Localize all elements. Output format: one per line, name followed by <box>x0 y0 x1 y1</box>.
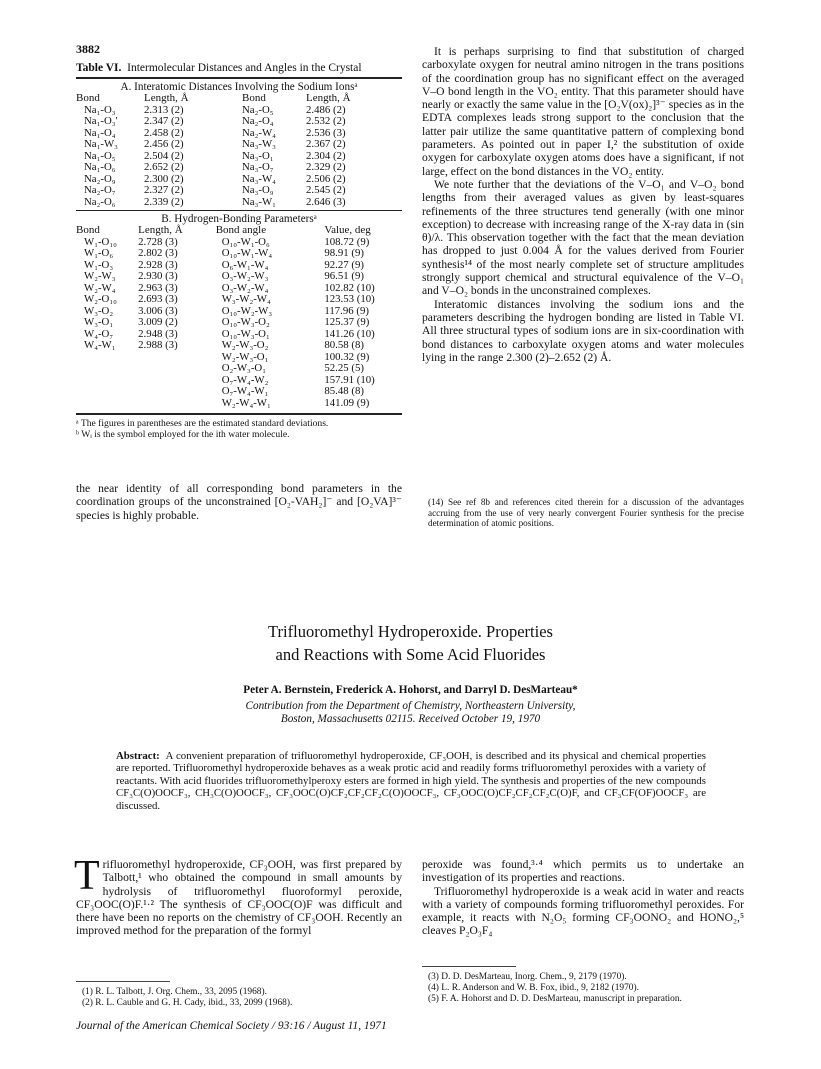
right-column <box>422 45 744 364</box>
section-b-cell: 141.09 (9) <box>324 396 370 409</box>
table-note-a: ᵃ The figures in parentheses are the estimated standard deviations. <box>76 418 329 429</box>
section-b-cell <box>138 386 216 398</box>
section-b-cell: O₂-W₃-O₁ <box>221 362 266 374</box>
section-a-cell: Na₂-O₉ <box>84 172 116 185</box>
section-b-cell: 85.48 (8) <box>324 385 364 397</box>
section-b-cell: W₁-O₁₀ <box>84 235 117 248</box>
section-b-cell: W₂-W₄ <box>84 281 116 294</box>
abstract-label: Abstract: <box>116 750 160 762</box>
references-rule-right <box>422 966 516 967</box>
section-b-cell: 3.009 (2) <box>138 316 178 328</box>
right-paragraph-3: Interatomic distances involving the sodium ions and the parameters describing the hydrogen bonding are listed in Table VI. All three structural types of sodium ions are in six-coordination with bond distances to carboxylate oxygen atoms and water molecules lying in the range 2.300 (2)–2.652 (2) Å. <box>422 297 744 364</box>
section-b-row <box>76 386 402 398</box>
section-b-cell: 3.006 (3) <box>138 304 178 317</box>
section-b-row <box>76 294 402 306</box>
journal-footer: Journal of the American Chemical Society / 93:16 / August 11, 1971 <box>76 1020 387 1032</box>
table-bottom-rule <box>76 413 402 415</box>
section-b-cell: 141.26 (10) <box>324 327 375 340</box>
table-caption <box>76 62 402 75</box>
section-a-cell: Na₃-O₁ <box>242 149 274 162</box>
section-b-cell: W₂-W₄-W₁ <box>221 396 271 409</box>
section-b-row <box>76 248 402 260</box>
section-a-row <box>76 162 402 174</box>
section-a-header-0: Bond <box>76 92 100 104</box>
section-a-row <box>76 185 402 197</box>
section-b-cell: 2.693 (3) <box>138 293 178 305</box>
section-a-cell: 2.313 (2) <box>144 103 184 116</box>
page-number: 3882 <box>76 42 100 56</box>
section-b-row <box>76 317 402 329</box>
section-b-cell: O₁₀-W₁-W₄ <box>221 247 273 259</box>
table-note-b: ᵇ Wᵢ is the symbol employed for the ith water molecule. <box>76 429 290 440</box>
body-left-column <box>74 853 402 938</box>
section-b-table <box>76 225 402 409</box>
reference-2: (2) R. L. Cauble and G. H. Cady, ibid., 33, 2099 (1968). <box>82 998 293 1008</box>
section-b-cell: 2.963 (3) <box>138 281 178 294</box>
section-b-cell: W₁-O₃ <box>84 258 114 271</box>
section-b-header-0: Bond <box>76 224 100 236</box>
footnote-14: (14) See ref 8b and references cited therein for a discussion of the advantages accruing from the use of very nearly convergent Fourier synthesis for the precise determination of atomic positions. <box>428 497 744 528</box>
references-rule-left <box>76 981 170 982</box>
affiliation-line-2: Boston, Massachusetts 02115. Received October 19, 1970 <box>280 713 541 725</box>
references-right <box>428 972 744 1005</box>
article-title <box>0 620 821 666</box>
section-b-cell: 2.802 (3) <box>138 247 178 259</box>
reference-4: (4) L. R. Anderson and W. B. Fox, ibid., 9, 2182 (1970). <box>428 983 639 993</box>
table-notes <box>76 418 402 440</box>
section-a-cell: Na₃-O₉ <box>242 184 274 196</box>
affiliation-line-1: Contribution from the Department of Chemistry, Northeastern University, <box>245 700 576 712</box>
section-a-cell: Na₁-O₄ <box>84 126 116 139</box>
section-b-cell: W₄-O₇ <box>84 327 114 340</box>
section-a-cell: Na₁-O₅ <box>84 149 116 162</box>
section-b-cell: W₃-W₂-W₄ <box>221 293 271 305</box>
section-a-row <box>76 105 402 117</box>
table-vi <box>76 62 402 440</box>
section-b-cell <box>76 398 138 410</box>
section-b-cell <box>138 398 216 410</box>
article-title-line-1: Trifluoromethyl Hydroperoxide. Properties <box>268 622 553 641</box>
article-affiliation <box>0 700 821 726</box>
section-b-header-2: Bond angle <box>215 224 267 236</box>
section-a-cell: 2.367 (2) <box>306 138 346 150</box>
section-b-cell: 2.928 (3) <box>138 258 178 271</box>
section-a-cell: 2.339 (2) <box>144 195 184 208</box>
section-b-cell: 2.930 (3) <box>138 270 178 282</box>
section-a-cell: Na₂-W₄ <box>242 126 276 139</box>
section-b-cell: 157.91 (10) <box>324 373 375 386</box>
section-a-row <box>76 151 402 163</box>
section-a-row <box>76 139 402 151</box>
section-b-cell: O₃-W₂-W₃ <box>221 270 269 282</box>
article-authors: Peter A. Bernstein, Frederick A. Hohorst, and Darryl D. DesMarteau* <box>243 684 578 696</box>
section-b-cell: W₁-O₆ <box>84 247 114 259</box>
section-b-cell <box>138 375 216 387</box>
body-left-text: rifluoromethyl hydroperoxide, CF₃OOH, was first prepared by Talbott,¹ who obtained the compound in small amounts by hydrolysis of trifluoromethyl fluoroformyl peroxide, CF₃OOC(O)F.¹·² The synthesis of CF₃OOC(O)F was difficult and there have been no reports on the chemistry of CF₃OOH. Recently an improved method for the preparation of the formyl <box>76 858 402 938</box>
section-b-header-1: Length, Å <box>138 224 183 236</box>
section-a-cell: 2.536 (3) <box>306 126 346 139</box>
section-a-row <box>76 197 402 209</box>
section-b-cell <box>76 386 138 398</box>
section-b-cell: O₁₀-W₃-O₁ <box>221 327 270 340</box>
body-right-column <box>422 858 744 938</box>
article-title-line-2: and Reactions with Some Acid Fluorides <box>275 645 546 664</box>
section-b-cell: 100.32 (9) <box>324 350 370 363</box>
section-b-cell: 123.53 (10) <box>324 293 375 305</box>
section-b-cell: 92.27 (9) <box>324 258 364 271</box>
section-b-header-3: Value, deg <box>324 224 371 236</box>
section-a-table <box>76 93 402 208</box>
section-b-cell: O₃-W₂-W₄ <box>221 281 269 294</box>
section-b-cell: W₂-O₁₀ <box>84 293 117 305</box>
section-b-cell: W₂-W₃-O₂ <box>221 339 269 351</box>
right-paragraph-1: It is perhaps surprising to find that substitution of charged carboxylate oxygen for neutral amino nitrogen in the trans positions of the coordination group has no significant effect on the averaged V–O bond length in the VO₂ entity. That this parameter should have nearly or exactly the same value in the [O₂V(ox)₂]³⁻ species as in the EDTA complexes leads strong support to the conclusion that the latter pair utilize the same quantitative pattern of complexing bond parameters. As pointed out in paper I,² the substitution of oxide oxygen for carboxylate oxygen atoms does have a significant, if not large, effect on the bond distances in the VO₂ entity. <box>422 45 744 178</box>
section-a-cell: 2.300 (2) <box>144 172 184 185</box>
section-b-cell: W₃-O₂ <box>84 304 114 317</box>
section-b-cell: 2.948 (3) <box>138 327 178 340</box>
section-a-cell: 2.506 (2) <box>306 172 346 185</box>
section-b-cell: 98.91 (9) <box>324 247 364 259</box>
section-a-rule <box>76 210 402 211</box>
section-b-cell: W₄-W₁ <box>84 339 116 351</box>
section-a-cell: 2.545 (2) <box>306 184 346 196</box>
section-a-cell: 2.646 (3) <box>306 195 346 208</box>
section-a-cell: Na₃-W₁ <box>242 195 276 208</box>
section-a-cell: 2.329 (2) <box>306 161 346 173</box>
section-b-row <box>76 271 402 283</box>
section-b-cell: W₂-W₃-O₁ <box>221 350 269 363</box>
body-right-paragraph-2: Trifluoromethyl hydroperoxide is a weak acid in water and reacts with a variety of compounds forming trifluoromethyl peroxides. For example, it reacts with N₂O₅ forming CF₃OONO₂ and HONO₂,⁵ cleaves P₂O₃F₄ <box>422 884 744 938</box>
section-a-cell: 2.652 (2) <box>144 161 184 173</box>
section-b-cell: 96.51 (9) <box>324 270 364 282</box>
section-a-cell: 2.304 (2) <box>306 149 346 162</box>
section-b-cell: 117.96 (9) <box>324 304 369 317</box>
reference-5: (5) F. A. Hohorst and D. D. DesMarteau, manuscript in preparation. <box>428 994 682 1004</box>
section-b-cell: 108.72 (9) <box>324 235 370 248</box>
section-b-cell <box>76 363 138 375</box>
section-b-cell: 2.988 (3) <box>138 339 178 351</box>
section-a-cell: 2.458 (2) <box>144 126 184 139</box>
section-a-cell: 2.327 (2) <box>144 184 184 196</box>
section-a-cell: Na₂-O₄ <box>242 115 274 127</box>
abstract-text: A convenient preparation of trifluoromethyl hydroperoxide, CF₃OOH, is described and its physical and chemical properties are reported. Trifluoromethyl hydroperoxide behaves as a weak protic acid and readily forms trifluoromethyl peroxides with a variety of reactants. With acid fluorides trifluoromethylperoxy esters are formed in high yield. The synthesis and properties of the new compounds CF₃C(O)OOCF₃, CH₃C(O)OOCF₃, CF₃OOC(O)CF₂CF₂CF₂C(O)OOCF₃, CF₃OOC(O)CF₂CF₂CF₂C(O)F, and CF₃CF(OF)OOCF₃ are discussed. <box>116 750 706 812</box>
section-a-cell: Na₃-W₃ <box>242 138 276 150</box>
section-b-cell <box>138 363 216 375</box>
section-b-cell: 102.82 (10) <box>324 281 375 294</box>
section-a-cell: Na₁-O₃' <box>84 115 118 127</box>
section-b-cell <box>76 375 138 387</box>
section-a-row <box>76 128 402 140</box>
reference-3: (3) D. D. DesMarteau, Inorg. Chem., 9, 2179 (1970). <box>428 972 627 982</box>
table-caption-text: Intermolecular Distances and Angles in the Crystal <box>127 62 362 74</box>
section-b-cell: 2.728 (3) <box>138 235 178 248</box>
section-a-header-1: Length, Å <box>144 92 189 104</box>
section-b-row <box>76 363 402 375</box>
section-a-title: A. Interatomic Distances Involving the Sodium Ionsᵃ <box>120 81 358 93</box>
section-a-cell: Na₁-O₃ <box>84 103 116 116</box>
table-caption-label: Table VI. <box>76 62 122 74</box>
section-a-header-3: Length, Å <box>306 92 351 104</box>
section-a-row <box>76 174 402 186</box>
right-paragraph-2: We note further that the deviations of the V–O₁ and V–O₂ bond lengths from their averaged values as given by least-squares refinements of the three structures tend generally (with one minor exception) to decrease with increasing range of the X-ray data in (sin θ)/λ. This observation together with the fact that the mean deviation has dropped to just 0.004 Å for the values derived from Fourier synthesis¹⁴ of the most nearly complete set of structure amplitudes strongly support chemical and structural equivalence of the V–O₁ and V–O₂ bonds in the unconstrained complexes. <box>422 177 744 298</box>
section-a-cell: 2.486 (2) <box>306 103 346 116</box>
references-left <box>82 987 402 1009</box>
abstract <box>116 750 706 812</box>
section-b-row <box>76 340 402 352</box>
section-a-cell: Na₁-W₃ <box>84 138 118 150</box>
left-column-text: the near identity of all corresponding bond parameters in the coordination groups of the unconstrained [O₂-VAH₂]⁻ and [O₂VA]³⁻ species is highly probable. <box>76 482 402 522</box>
section-a-cell: 2.347 (2) <box>144 115 184 127</box>
section-b-cell <box>76 352 138 364</box>
section-b-cell: O₇-W₄-W₂ <box>221 373 269 386</box>
table-top-rule <box>76 77 402 79</box>
section-a-cell: Na₃-W₄ <box>242 172 276 185</box>
drop-cap: T <box>74 853 100 899</box>
section-a-row <box>76 116 402 128</box>
reference-1: (1) R. L. Talbott, J. Org. Chem., 33, 2095 (1968). <box>82 987 267 997</box>
section-a-cell: 2.532 (2) <box>306 115 346 127</box>
section-a-cell: Na₃-O₇ <box>242 161 274 173</box>
section-b-cell: O₁₀-W₃-O₂ <box>221 316 270 328</box>
section-a-cell: Na₂-O₆ <box>84 195 116 208</box>
section-b-cell: 52.25 (5) <box>324 362 364 374</box>
section-b-cell: 80.58 (8) <box>324 339 364 351</box>
section-a-cell: 2.504 (2) <box>144 149 184 162</box>
section-b-cell: O₁₀-W₁-O₆ <box>221 235 270 248</box>
section-b-cell: O₇-W₄-W₁ <box>221 385 269 397</box>
section-a-cell: 2.456 (2) <box>144 138 184 150</box>
section-a-cell: Na₂-O₅ <box>242 103 274 116</box>
section-b-cell: 125.37 (9) <box>324 316 370 328</box>
section-a-cell: Na₂-O₇ <box>84 184 116 196</box>
section-b-row <box>76 398 402 410</box>
section-b-cell: O₁₀-W₂-W₃ <box>221 304 273 317</box>
section-b-title: B. Hydrogen-Bonding Parametersᵃ <box>161 213 317 225</box>
section-a-header-2: Bond <box>242 92 266 104</box>
section-b-cell: W₂-W₃ <box>84 270 116 282</box>
body-right-paragraph-1: peroxide was found,³·⁴ which permits us to undertake an investigation of its properties and reactions. <box>422 858 744 885</box>
section-a-cell: Na₁-O₆ <box>84 161 116 173</box>
section-b-cell: W₃-O₁ <box>84 316 114 328</box>
section-b-cell <box>138 352 216 364</box>
section-b-cell: O₆-W₁-W₄ <box>221 258 269 271</box>
